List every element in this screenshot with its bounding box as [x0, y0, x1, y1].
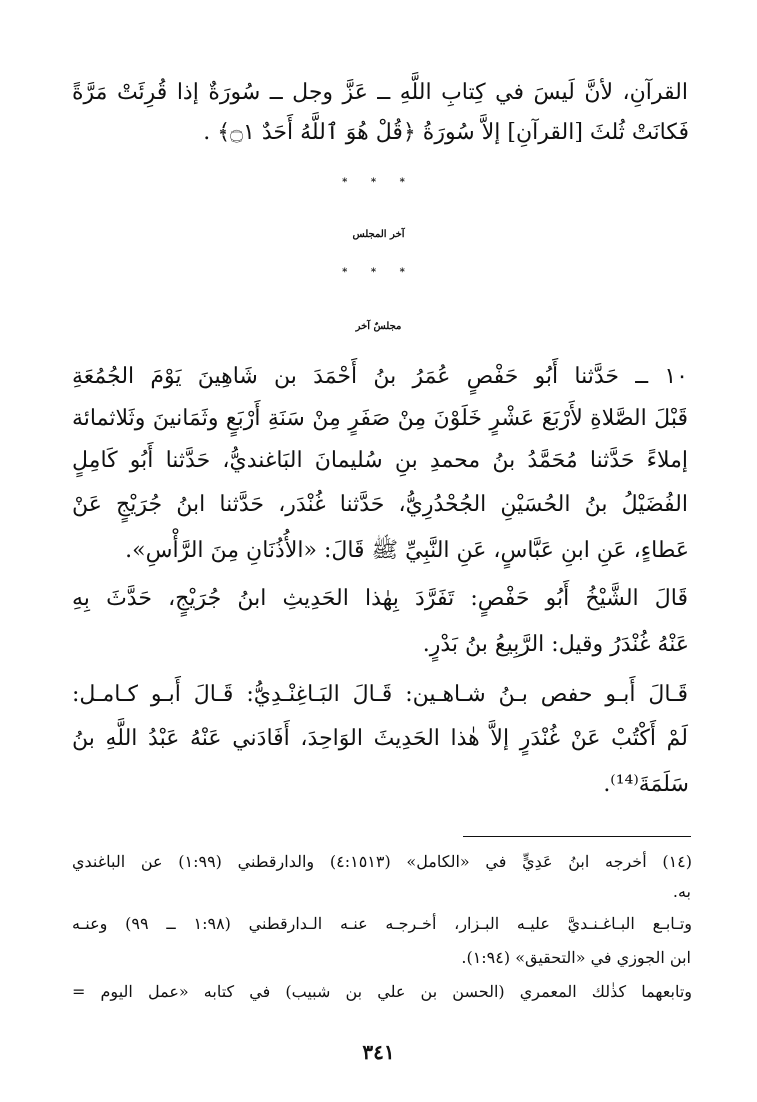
- separator-stars: * * *: [342, 177, 415, 188]
- footnote-line: (١٤) أخرجه ابنُ عَدِيٍّ في «الكامل» (٤:١٥١٣) والدارقطني (١:٩٩) عن الباغندي: [72, 852, 693, 871]
- section-heading: مجلسٌ آخر: [355, 321, 402, 332]
- page-number: ٣٤١: [362, 1040, 395, 1064]
- separator-stars: * * *: [342, 267, 415, 278]
- commentary-line: قَـالَ أَبـو حفص بـنُ شـاهـين: قَـالَ البَـاغِنْـدِيُّ: قَـالَ أَبـو كـامـل:: [72, 682, 688, 707]
- commentary-line: لَمْ أَكْتُبْ عَنْ غُنْدَرٍ إلاَّ هٰذا الحَدِيثَ الوَاحِدَ، أَفَادَني عَنْهُ عَبْدُ اللَّهِ بنُ: [72, 726, 688, 751]
- footnote-line: به.: [672, 882, 691, 901]
- hadith-line: ١٠ ــ حَدَّثنا أَبُو حَفْصٍ عُمَرُ بنُ أَحْمَدَ بن شَاهِينَ يَوْمَ الجُمُعَةِ: [72, 364, 688, 389]
- footnote-line: ابن الجوزي في «التحقيق» (١:٩٤).: [461, 948, 691, 967]
- text-line: فَكانَتْ ثُلثَ [القرآنِ] إلاَّ سُورَةُ ﴿قُلْ هُوَ ٱللَّهُ أَحَدٌ ۝١﴾ .: [203, 120, 689, 145]
- hadith-line: الفُضَيْلُ بنُ الحُسَيْنِ الجُحْدُرِيُّ، حَدَّثنا غُنْدَر، حَدَّثنا ابنُ جُرَيْجٍ عَنْ: [72, 492, 688, 517]
- commentary-line: عَنْهُ غُنْدَرُ وقيل: الرَّبِيعُ بنُ بَدْرٍ.: [422, 632, 689, 657]
- commentary-line: سَلَمَةَ⁽¹⁴⁾.: [603, 772, 689, 797]
- section-heading: آخر المجلس: [352, 229, 405, 240]
- commentary-line: قَالَ الشَّيْخُ أَبُو حَفْصٍ: تَفَرَّدَ بِهٰذا الحَدِيثِ ابنُ جُرَيْجٍ، حَدَّثَ بِهِ: [72, 586, 688, 611]
- hadith-line: قَبْلَ الصَّلاةِ لأَرْبَعَ عَشْرٍ خَلَوْنَ مِنْ صَفَرٍ مِنْ سَنَةِ أَرْبَعٍ وثَمَانينَ وثَلاثمائة: [72, 406, 688, 431]
- footnote-line: وتـابـع البـاغـنـديَّ عليـه البـزار، أخـرجـه عنـه الـدارقطني (١:٩٨ ــ ٩٩) وعنـه: [72, 914, 693, 933]
- hadith-line: عَطاءٍ، عَنِ ابنِ عَبَّاسٍ، عَنِ النَّبِيِّ ﷺ قَالَ: «الأُذُنَانِ مِنَ الرَّأْسِ».: [125, 538, 689, 563]
- footnote-line: وتابعهما كذٰلك المعمري (الحسن بن علي بن شبيب) في كتابه «عمل اليوم =: [72, 982, 692, 1001]
- footnote-divider: [463, 836, 691, 837]
- text-line: القرآنِ، لأنَّ لَيسَ في كِتابِ اللَّهِ ــ عَزَّ وجل ــ سُورَةٌ إذا قُرِئَتْ مَرَّةً: [72, 80, 688, 105]
- hadith-line: إملاءً حَدَّثنا مُحَمَّدُ بنُ محمدِ بنِ سُليمانَ البَاغنديُّ، حَدَّثنا أَبُو كَامِلٍ: [72, 448, 688, 473]
